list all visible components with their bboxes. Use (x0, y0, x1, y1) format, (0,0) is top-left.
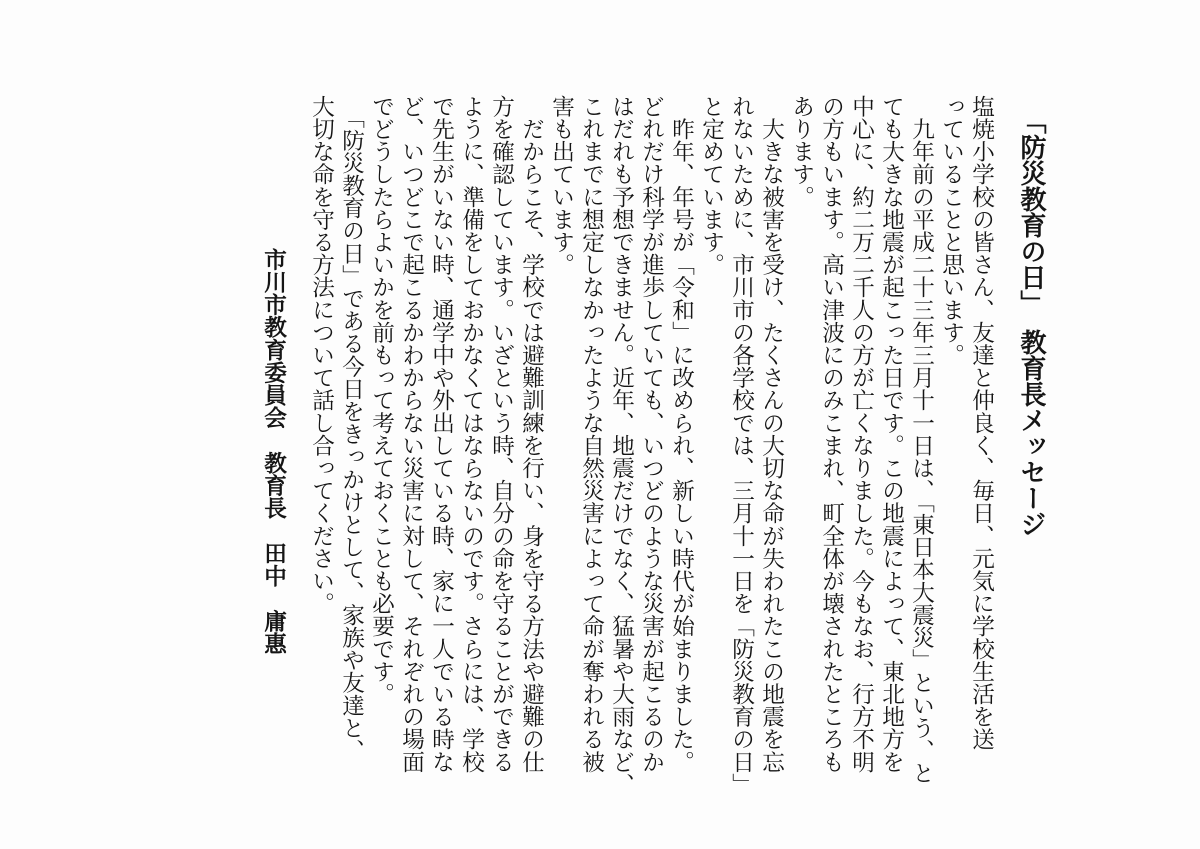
text-line: と定めています。 (698, 95, 725, 276)
text-line: でどうしたらよいかを前もって考えておくことも必要です。 (368, 95, 395, 706)
text-line: はだれも予想できません。近年、地震だけでなく、猛暑や大雨など、 (608, 95, 635, 796)
text-line: ど、いつどこで起こるかわからない災害に対して、それぞれの場面 (398, 95, 425, 773)
document-title: 「防災教育の日」 教育長メッセージ (1016, 108, 1046, 537)
text-line: で先生がいない時、通学中や外出している時、家に一人でいる時な (428, 95, 455, 773)
signature: 市川市教育委員会 教育長 田中 庸惠 (260, 248, 287, 655)
text-line: っていることと思います。 (938, 95, 965, 367)
text-line: 方を確認しています。いざという時、自分の命を守ることができる (488, 95, 515, 773)
text-line: これまでに想定しなかったような自然災害によって命が奪われる被 (578, 95, 605, 773)
text-line: 害も出ています。 (548, 95, 575, 276)
text-line: あります。 (788, 95, 815, 208)
text-line: どれだけ科学が進歩していても、いつどのような災害が起こるのか (638, 95, 665, 773)
text-line: ように、準備をしておかなくてはならないのです。さらには、学校 (458, 95, 485, 773)
text-line: の方もいます。高い津波にのみこまれ、町全体が壊されたところも (818, 95, 845, 773)
text-line: 塩焼小学校の皆さん、友達と仲良く、毎日、元気に学校生活を送 (968, 95, 995, 751)
text-line: 大切な命を守る方法について話し合ってください。 (308, 95, 335, 615)
text-line: 九年前の平成二十三年三月十一日は、「東日本大震災」という、と (908, 95, 935, 785)
text-line: れないために、市川市の各学校では、三月十一日を「防災教育の日」 (728, 95, 755, 796)
text-line: 「防災教育の日」である今日をきっかけとして、家族や友達と、 (338, 95, 365, 762)
text-line: だからこそ、学校では避難訓練を行い、身を守る方法や避難の仕 (518, 95, 545, 773)
text-line: 大きな被害を受け、たくさんの大切な命が失われたこの地震を忘 (758, 95, 785, 773)
text-line: 昨年、年号が「令和」に改められ、新しい時代が始まりました。 (668, 95, 695, 773)
text-line: ても大きな地震が起こった日です。この地震によって、東北地方を (878, 95, 905, 773)
text-line: 中心に、約二万二千人の方が亡くなりました。今もなお、行方不明 (848, 95, 875, 773)
